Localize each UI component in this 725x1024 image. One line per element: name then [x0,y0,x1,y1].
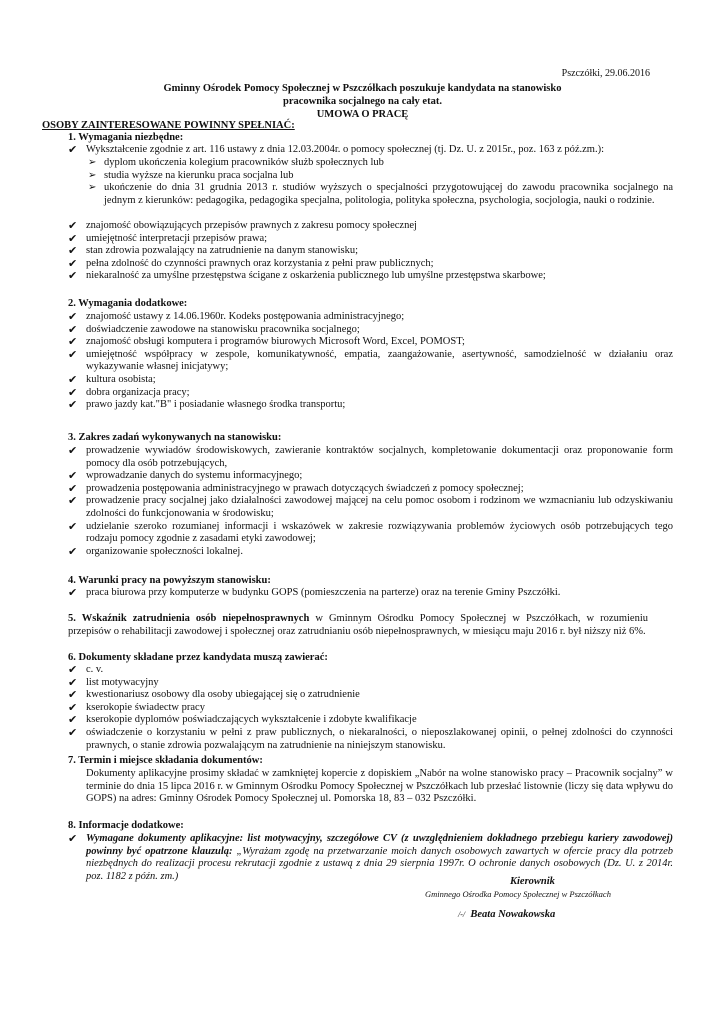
section-3-title: 3. Zakres zadań wykonywanych na stanowisku: [68,432,282,443]
list-item [68,689,673,702]
list-item [68,727,673,752]
document-date: Pszczółki, 29.06.2016 [561,68,650,79]
section-7-title: 7. Termin i miejsce składania dokumentów: [68,755,263,766]
list-item-text: umiejętność współpracy w zespole, komunikatywność, empatia, zaangażowanie, asertywność, samodzielność w działaniu oraz wykazywanie własnej inicjatywy; [86,348,673,373]
signature-name: Beata Nowakowska [470,909,556,920]
list-item [68,470,673,483]
section-6-list [68,664,673,752]
list-item-text: organizowanie społeczności lokalnej. [86,545,243,557]
section-8-clause-text: „Wyrażam zgodę na przetwarzanie moich danych osobowych zawartych w ofercie pracy dla potrzeb niezbędnych do realizacji procesu rekrutacji zgodnie z ustawą z dnia 29 sierpnia 1997r. O ochronie danych osobowych (Dz. U. z 2014r. poz. 1182 z późn. zm.) [86,845,673,882]
list-item [68,233,673,246]
section-5-text: w Gminnym Ośrodku Pomocy Społecznej w Pszczółkach, w rozumieniu przepisów o rehabilitacji zawodowej i społecznej oraz zatrudnianiu osób niepełnosprawnych, w miesiącu maju 2016 r. był niższy niż 6%. [68,613,648,637]
main-heading: OSOBY ZAINTERESOWANE POWINNY SPEŁNIAĆ: [42,120,295,131]
list-item-text: wprowadzanie danych do systemu informacyjnego; [86,470,303,482]
section-5-paragraph [68,613,648,638]
list-item-text: prawo jazdy kat."B" i posiadanie własnego środka transportu; [86,399,346,411]
list-item [68,495,673,520]
section-7-text: Dokumenty aplikacyjne prosimy składać w zamkniętej kopercie z dopiskiem „Nabór na wolne stanowisko pracy – Pracownik socjalny” w terminie do dnia 15 lipca 2016 r. w Gminnym Ośrodku Pomocy Społecznej w Pszczółkach lub przesłać listownie (liczy się data wpływu do GOPS) na adres: Gminny Ośrodek Pomocy Społecznej ul. Pomorska 18, 83 – 032 Pszczółki. [86,768,673,805]
list-item-text: praca biurowa przy komputerze w budynku GOPS (pomieszczenia na parterze) oraz na terenie Gminy Pszczółki. [86,587,561,598]
list-item [68,245,673,258]
list-item-text: kwestionariusz osobowy dla osoby ubiegającej się o zatrudnienie [86,689,360,701]
sub-list-item-text: ukończenie do dnia 31 grudnia 2013 r. studiów wyższych o specjalności przygotowującej do zawodu pracownika socjalnego na jednym z kierunków: pedagogika, pedagogika specjalna, politologia, polityka społeczna, psychologia, socjologia, nauki o rodzinie. [104,182,673,206]
section-3-list [68,445,673,558]
list-item-text: niekaralność za umyślne przestępstwa ścigane z oskarżenia publicznego lub umyślne przestępstwa skarbowe; [86,270,546,282]
header-line-2: pracownika socjalnego na cały etat. [283,96,442,107]
signature-title: Kierownik [510,876,555,887]
list-item-text: stan zdrowia pozwalający na zatrudnienie na danym stanowisku; [86,245,359,257]
list-item [68,833,673,883]
list-item-text: znajomość ustawy z 14.06.1960r. Kodeks postępowania administracyjnego; [86,311,405,322]
sub-list-item [88,157,673,170]
list-item-text: prowadzenia postępowania administracyjnego w prawach dotyczących świadczeń z pomocy społecznej; [86,482,524,494]
list-item [68,677,673,690]
list-item [68,664,673,677]
list-item-text: Wykształcenie zgodnie z art. 116 ustawy z dnia 12.03.2004r. o pomocy społecznej (tj. Dz. U. z 2015r., poz. 163 z póź.zm.): [86,144,605,155]
sub-list-item-text: studia wyższe na kierunku praca socjalna lub [104,169,294,181]
list-item-text: prowadzenie wywiadów środowiskowych, zawieranie kontraktów socjalnych, kompletowanie dokumentacji oraz proponowanie form pomocy dla osób potrzebujących, [86,445,673,469]
signature-line [458,909,555,920]
section-4-title: 4. Warunki pracy na powyższym stanowisku: [68,575,271,586]
list-item [68,258,673,271]
list-item [68,399,673,412]
sub-list-item [88,182,673,207]
list-item [68,521,673,546]
section-2-title: 2. Wymagania dodatkowe: [68,298,188,309]
list-item [68,374,673,387]
list-item-text: c. v. [86,664,104,675]
list-item [68,445,673,470]
section-1-title: 1. Wymagania niezbędne: [68,132,184,143]
section-2-list [68,311,673,412]
list-item-text: znajomość obowiązujących przepisów prawnych z zakresu pomocy społecznej [86,220,417,231]
list-item [68,311,673,324]
list-item-text: list motywacyjny [86,676,159,688]
section-1-list-b [68,220,673,283]
section-5-title: 5. Wskaźnik zatrudnienia osób niepełnosprawnych [68,613,310,624]
list-item [68,324,673,337]
section-4-list [68,587,673,600]
list-item [68,270,673,283]
section-1-list-a [68,144,673,157]
header-line-3: UMOWA O PRACĘ [316,109,409,120]
list-item-text: oświadczenie o korzystaniu w pełni z praw publicznych, o niekaralności, o nieposzlakowanej opinii, o pełnej zdolności do czynności prawnych, o stanie zdrowia pozwalającym na zatrudnienie na niniejszym stanowisku. [86,726,673,751]
list-item [68,587,673,600]
list-item-text: pełna zdolność do czynności prawnych oraz korzystania z pełni praw publicznych; [86,257,434,269]
list-item [68,336,673,349]
list-item [68,144,673,157]
section-8-list [68,833,673,883]
sub-list-item [88,170,673,183]
list-item-text: umiejętność interpretacji przepisów prawa; [86,232,268,244]
list-item-text: kultura osobista; [86,373,156,385]
list-item-text: znajomość obsługi komputera i programów biurowych Microsoft Word, Excel, POMOST; [86,336,465,348]
list-item [68,483,673,496]
list-item-text: doświadczenie zawodowe na stanowisku pracownika socjalnego; [86,323,360,335]
sub-list-item-text: dyplom ukończenia kolegium pracowników służb społecznych lub [104,157,384,168]
signature-organization: Gminnego Ośrodka Pomocy Społecznej w Pszczółkach [425,889,611,899]
list-item-text: kserokopie dyplomów poświadczających wykształcenie i zdobyte kwalifikacje [86,714,417,726]
list-item [68,349,673,374]
section-1-sublist [88,157,673,207]
list-item [68,702,673,715]
list-item-text: prowadzenie pracy socjalnej jako działalności zawodowej mającej na celu pomoc osobom i rodzinom we wzmacnianiu lub odzyskiwaniu zdolności do funkcjonowania w środowisku; [86,495,673,519]
list-item [68,220,673,233]
list-item-text: udzielanie szeroko rozumianej informacji i wskazówek w zakresie rozwiązywania problemów życiowych osób potrzebujących tego rodzaju pomocy zgodnie z zasadami etyki zawodowej; [86,520,673,545]
signature-prefix: /-/ [458,910,466,919]
section-8-title: 8. Informacje dodatkowe: [68,820,184,831]
list-item-text: dobra organizacja pracy; [86,386,190,398]
section-8-bold-text: Wymagane dokumenty aplikacyjne: list motywacyjny, szczegółowe CV (z uwzględnieniem dokładnego przebiegu kariery zawodowej) powinny być opatrzone klauzulą: [86,833,673,857]
list-item [68,714,673,727]
list-item-text: kserokopie świadectw pracy [86,701,205,713]
list-item [68,546,673,559]
section-6-title: 6. Dokumenty składane przez kandydata muszą zawierać: [68,652,328,663]
list-item [68,387,673,400]
header-line-1: Gminny Ośrodek Pomocy Społecznej w Pszczółkach poszukuje kandydata na stanowisko [163,83,562,94]
